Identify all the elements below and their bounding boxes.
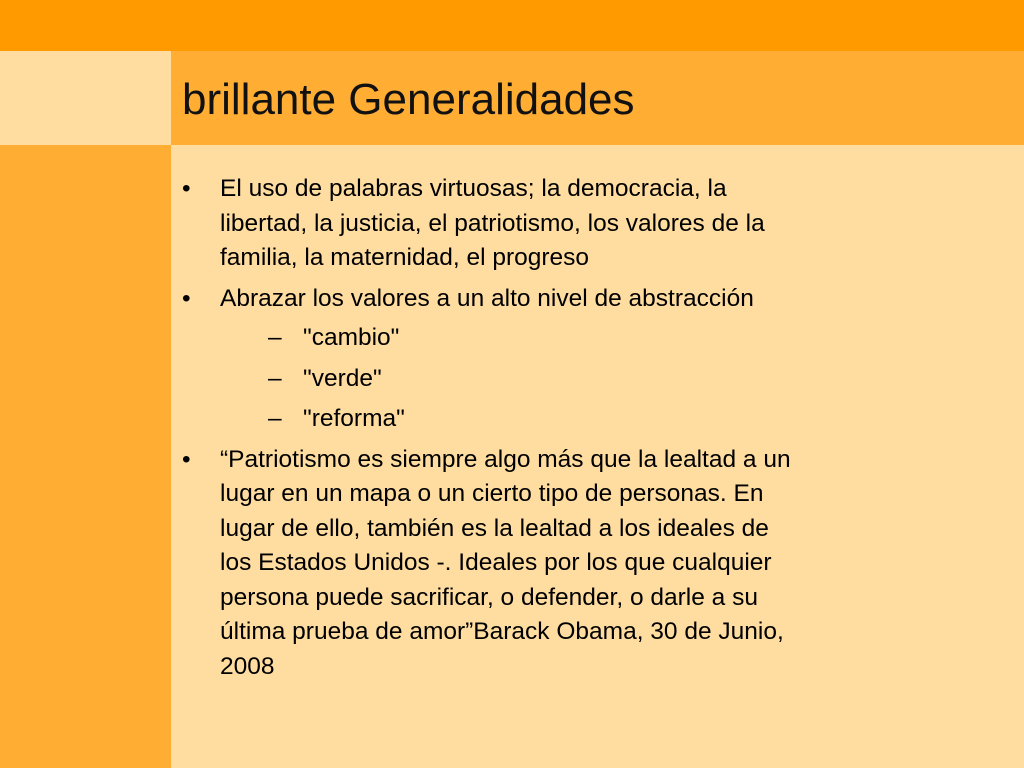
sub-bullet-text: "verde" [303, 364, 382, 392]
sub-bullet-item [268, 321, 802, 356]
title-corner-block [0, 51, 171, 145]
bullet-marker: • [182, 284, 191, 312]
sub-bullet-list [220, 321, 802, 437]
top-band [0, 0, 1024, 51]
slide-title: brillante Generalidades [182, 75, 635, 124]
sub-bullet-item [268, 362, 802, 397]
bullet-marker: • [182, 175, 191, 202]
bullet-list [182, 172, 802, 690]
sub-bullet-text: "reforma" [303, 405, 405, 432]
dash-marker: – [268, 364, 282, 392]
bullet-text: “Patriotismo es siempre algo más que la lealtad a un lugar en un mapa o un cierto tipo de personas. En lugar de ello, también es la lealtad a los ideales de los Estados Unidos -. Ideales por los que cualquier persona puede sacrificar, o defender, o darle a su última prueba de amor”Barack Obama, 30 de Junio, 2008 [220, 445, 791, 680]
dash-marker: – [268, 405, 282, 432]
bullet-text: Abrazar los valores a un alto nivel de abstracción [220, 284, 754, 312]
bullet-marker: • [182, 445, 191, 473]
dash-marker: – [268, 324, 282, 351]
bullet-item [182, 282, 802, 437]
sub-bullet-text: "cambio" [303, 324, 400, 351]
bullet-item [182, 443, 802, 685]
sub-bullet-item [268, 402, 802, 437]
left-accent-column [0, 51, 171, 768]
bullet-text: El uso de palabras virtuosas; la democracia, la libertad, la justicia, el patriotismo, los valores de la familia, la maternidad, el progreso [220, 175, 765, 271]
bullet-item [182, 172, 802, 276]
